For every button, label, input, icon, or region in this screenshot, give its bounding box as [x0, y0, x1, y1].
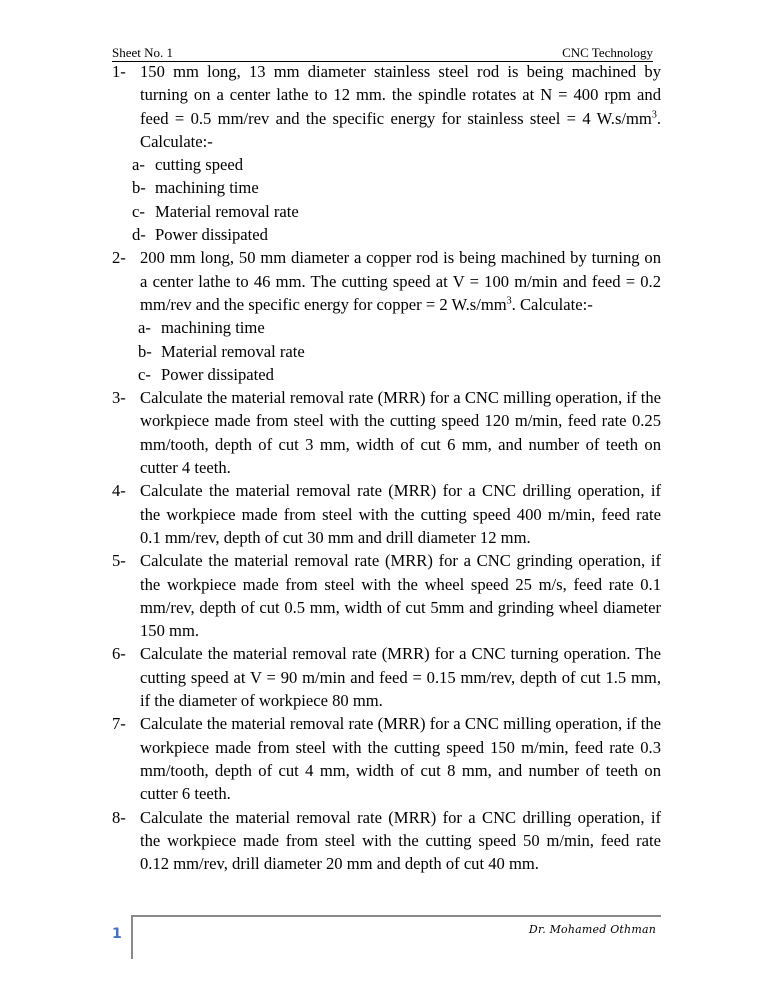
question-number: 7- — [112, 714, 126, 734]
subquestions-1 — [132, 153, 661, 246]
list-item: d- Power dissipated — [132, 225, 268, 245]
question-7 — [112, 712, 661, 805]
question-number: 6- — [112, 644, 126, 664]
question-text: Calculate the material removal rate (MRR) for a CNC drilling operation, if the workpiece made from steel with the cutting speed 50 m/min, feed rate 0.12 mm/rev, drill diameter 20 mm and depth of cut 40 mm. — [140, 807, 661, 874]
question-text-end: . Calculate:- — [511, 294, 593, 314]
question-3 — [112, 386, 661, 479]
question-5 — [112, 549, 661, 642]
question-text: 200 mm long, 50 mm diameter a copper rod is being machined by turning on a center lathe to 46 mm. The cutting speed at V = 100 m/min and feed = 0.2 mm/rev and the specific energy for copper = 2 W.s/mm — [140, 248, 661, 314]
page-number: 1 — [112, 926, 122, 942]
question-list — [112, 60, 661, 875]
subquestions-2 — [138, 316, 661, 386]
question-number: 4- — [112, 481, 126, 501]
question-2 — [112, 246, 661, 316]
list-item: a- cutting speed — [132, 155, 244, 175]
question-number: 8- — [112, 807, 126, 827]
question-text: Calculate the material removal rate (MRR) for a CNC grinding operation, if the workpiece made from steel with the wheel speed 25 m/s, feed rate 0.1 mm/rev, depth of cut 0.5 mm, width of cut 5mm and grinding wheel diameter 150 mm. — [140, 551, 661, 641]
question-text: Calculate the material removal rate (MRR) for a CNC milling operation, if the workpiece made from steel with the cutting speed 120 m/min, feed rate 0.25 mm/tooth, depth of cut 3 mm, width of cut 6 mm, and number of teeth on cutter 4 teeth. — [140, 388, 661, 478]
question-text: Calculate the material removal rate (MRR) for a CNC drilling operation, if the workpiece made from steel with the cutting speed 400 m/min, feed rate 0.1 mm/rev, depth of cut 30 mm and drill diameter 12 mm. — [140, 481, 661, 547]
footer-divider — [131, 915, 661, 917]
course-title: CNC Technology — [562, 45, 653, 60]
question-number: 5- — [112, 551, 126, 571]
footer-divider-vertical — [131, 915, 133, 959]
question-8 — [112, 806, 661, 876]
sheet-number: Sheet No. 1 — [112, 45, 174, 60]
superscript: 3 — [651, 109, 657, 121]
question-text-end: . Calculate:- — [140, 108, 661, 151]
question-text: Calculate the material removal rate (MRR) for a CNC turning operation. The cutting speed at V = 90 m/min and feed = 0.15 mm/rev, depth of cut 1.5 mm, if the diameter of workpiece 80 mm. — [140, 644, 661, 711]
question-1 — [112, 60, 661, 153]
superscript: 3 — [506, 295, 512, 307]
list-item: a- machining time — [138, 318, 265, 338]
list-item: b- machining time — [132, 178, 259, 198]
list-item: c- Power dissipated — [138, 364, 274, 384]
author-name: Dr. Mohamed Othman — [528, 923, 656, 936]
question-text: Calculate the material removal rate (MRR) for a CNC milling operation, if the workpiece made from steel with the cutting speed 150 m/min, feed rate 0.3 mm/tooth, depth of cut 4 mm, width of cut 8 mm, and number of teeth on cutter 6 teeth. — [140, 714, 661, 804]
question-number: 2- — [112, 248, 126, 268]
question-number: 3- — [112, 388, 126, 408]
question-number: 1- — [112, 62, 126, 81]
question-text: 150 mm long, 13 mm diameter stainless steel rod is being machined by turning on a center lathe to 12 mm. the spindle rotates at N = 400 rpm and feed = 0.5 mm/rev and the specific energy for stainless steel = 4 W.s/mm — [140, 62, 661, 128]
question-4 — [112, 479, 661, 549]
question-6 — [112, 642, 661, 712]
list-item: b- Material removal rate — [138, 341, 305, 361]
list-item: c- Material removal rate — [132, 201, 299, 221]
